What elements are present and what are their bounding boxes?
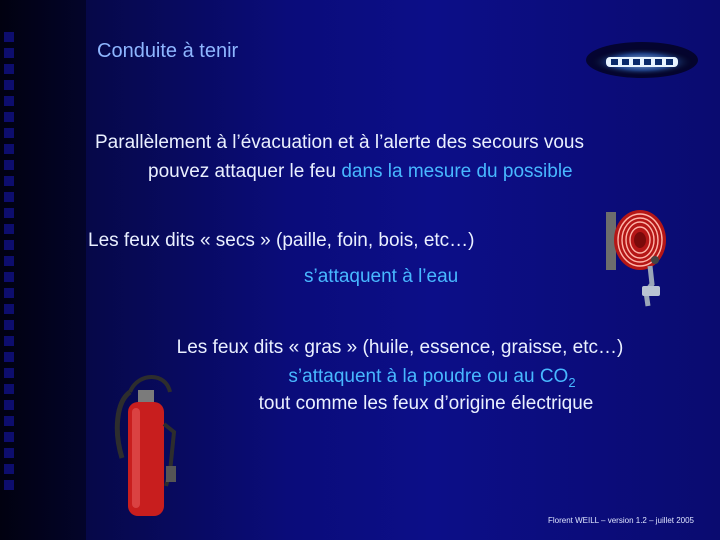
decorative-square: [4, 240, 14, 250]
decorative-square: [4, 64, 14, 74]
decorative-square: [4, 80, 14, 90]
paragraph-evacuation-line2-text: pouvez attaquer le feu: [148, 161, 342, 182]
decorative-square: [4, 432, 14, 442]
decorative-square: [4, 464, 14, 474]
paragraph-dry-fires-line1: Les feux dits « secs » (paille, foin, bois, etc…): [88, 230, 475, 251]
paragraph-greasy-fires-line1: Les feux dits « gras » (huile, essence, graisse, etc…): [176, 337, 624, 358]
decorative-square: [4, 288, 14, 298]
decorative-square: [4, 272, 14, 282]
decorative-square: [4, 160, 14, 170]
decorative-square: [4, 192, 14, 202]
decorative-square: [4, 400, 14, 410]
decorative-square: [4, 32, 14, 42]
left-decorative-strip: [0, 0, 86, 540]
emergency-light-logo-icon: [584, 40, 700, 80]
decorative-squares: [4, 32, 20, 492]
decorative-square: [4, 144, 14, 154]
decorative-square: [4, 480, 14, 490]
decorative-square: [4, 320, 14, 330]
decorative-square: [4, 336, 14, 346]
paragraph-greasy-fires-line2-text: s’attaquent à la poudre ou au CO: [288, 366, 569, 387]
decorative-square: [4, 368, 14, 378]
co2-subscript: 2: [568, 374, 576, 390]
decorative-square: [4, 416, 14, 426]
paragraph-evacuation-line1: Parallèlement à l’évacuation et à l’alerte des secours vous: [95, 132, 584, 153]
fire-hose-reel-icon: [600, 206, 680, 316]
paragraph-dry-fires-line2: s’attaquent à l’eau: [304, 266, 459, 287]
paragraph-greasy-fires-line3: tout comme les feux d’origine électrique: [258, 393, 594, 414]
footer-credit: Florent WEILL – version 1.2 – juillet 2005: [548, 516, 695, 525]
decorative-square: [4, 48, 14, 58]
decorative-square: [4, 128, 14, 138]
decorative-square: [4, 208, 14, 218]
paragraph-evacuation-line2: [148, 159, 573, 185]
decorative-square: [4, 96, 14, 106]
slide-title: Conduite à tenir: [97, 40, 239, 62]
decorative-square: [4, 256, 14, 266]
fire-extinguisher-icon: [108, 362, 188, 522]
decorative-square: [4, 224, 14, 234]
decorative-square: [4, 352, 14, 362]
decorative-square: [4, 304, 14, 314]
decorative-square: [4, 112, 14, 122]
decorative-square: [4, 384, 14, 394]
highlight-possible: dans la mesure du possible: [341, 161, 573, 182]
decorative-square: [4, 176, 14, 186]
decorative-square: [4, 448, 14, 458]
